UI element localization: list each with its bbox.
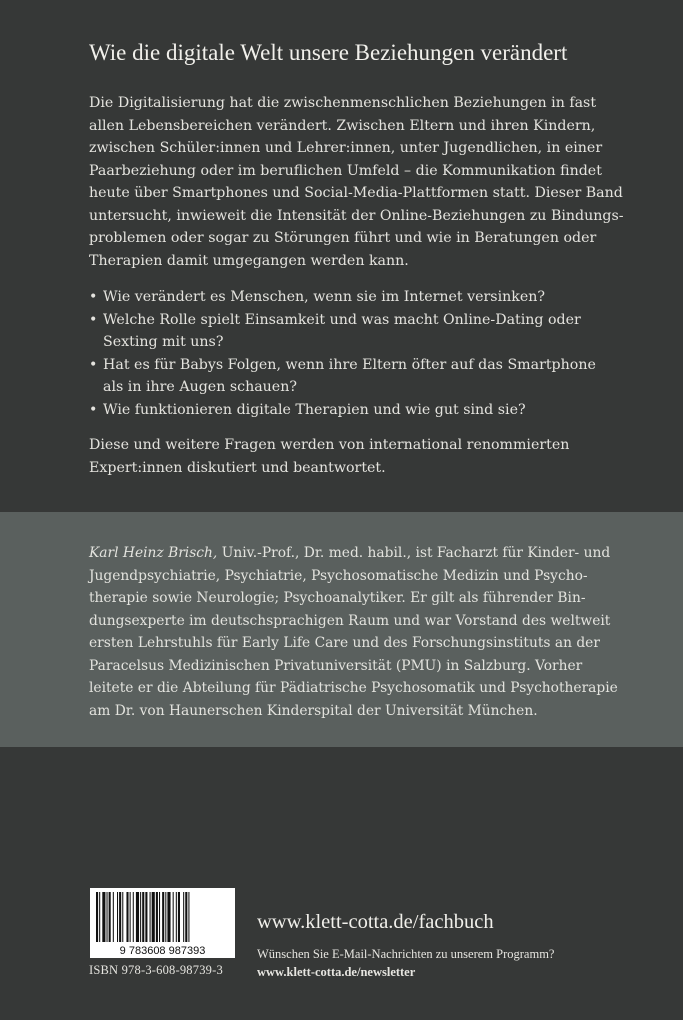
isbn: ISBN 978-3-608-98739-3 bbox=[89, 963, 223, 977]
publisher-url-link[interactable]: www.klett-cotta.de/fachbuch bbox=[257, 911, 494, 933]
barcode-bar bbox=[113, 892, 114, 942]
barcode-bar bbox=[130, 892, 131, 942]
lead-line: Die Digitalisierung hat die zwischenmenschlichen Beziehungen in fast bbox=[89, 95, 597, 111]
lead-line: Therapien damit umgegangen werden kann. bbox=[89, 252, 409, 269]
closing-paragraph bbox=[89, 434, 637, 479]
barcode-digits: 9 783608 987393 bbox=[119, 945, 206, 957]
question-item bbox=[89, 399, 637, 422]
author-bio-line: am Dr. von Haunerschen Kinderspital der Universität München. bbox=[89, 702, 538, 719]
barcode-bar bbox=[178, 892, 180, 942]
author-bio-line: Paracelsus Medizinischen Privatuniversität (PMU) in Salzburg. Vorher bbox=[89, 657, 583, 674]
barcode-bar bbox=[96, 892, 98, 942]
author-bio-line bbox=[89, 542, 649, 565]
barcode-bar bbox=[159, 892, 160, 942]
barcode-bar bbox=[150, 892, 151, 942]
barcode-bar bbox=[117, 892, 118, 942]
question-line: • Hat es für Babys Folgen, wenn ihre Eltern öfter auf das Smartphone bbox=[103, 356, 596, 373]
barcode-bar bbox=[133, 892, 134, 942]
lead-line: heute über Smartphones und Social-Media-Plattformen statt. Dieser Band bbox=[89, 185, 623, 201]
headline: Wie die digitale Welt unsere Beziehungen verändert bbox=[89, 40, 568, 65]
barcode-graphic bbox=[90, 888, 235, 958]
question-item bbox=[89, 309, 637, 354]
author-bio-section bbox=[0, 512, 683, 747]
barcode-bar bbox=[99, 892, 100, 942]
barcode-bar bbox=[145, 892, 147, 942]
barcode-bar bbox=[102, 892, 105, 942]
barcode-bar bbox=[126, 892, 128, 942]
question-item bbox=[89, 354, 637, 399]
author-bio-first-line: Univ.-Prof., Dr. med. habil., ist Facharzt für Kinder- und bbox=[217, 545, 611, 561]
author-bio-line: dungsexperte im deutschsprachigen Raum und war Vorstand des weltweit bbox=[89, 612, 611, 629]
lead-line: Paarbeziehung oder im beruflichen Umfeld – die Kommunikation findet bbox=[89, 162, 602, 179]
barcode-bar bbox=[188, 892, 189, 942]
barcode-bar bbox=[176, 892, 177, 942]
question-line: als in ihre Augen schauen? bbox=[103, 379, 297, 395]
barcode-bar bbox=[167, 892, 170, 942]
barcode-bar bbox=[183, 892, 184, 942]
barcode-bar bbox=[119, 892, 121, 942]
barcode-bar bbox=[142, 892, 144, 942]
author-bio-line: Jugendpsychiatrie, Psychiatrie, Psychosomatische Medizin und Psycho- bbox=[89, 567, 588, 584]
barcode bbox=[90, 888, 235, 958]
barcode-bar bbox=[122, 892, 123, 942]
barcode-bar bbox=[162, 892, 164, 942]
barcode-bar bbox=[173, 892, 174, 942]
question-line: • Welche Rolle spielt Einsamkeit und was macht Online-Dating oder bbox=[103, 311, 581, 328]
publisher-section bbox=[0, 747, 683, 1020]
author-bio-line: leitete er die Abteilung für Pädiatrische Psychosomatik und Psychotherapie bbox=[89, 680, 618, 696]
barcode-bar bbox=[140, 892, 141, 942]
author-bio-line: therapie sowie Neurologie; Psychoanalytiker. Er gilt als führender Bin- bbox=[89, 590, 586, 606]
question-line: • Wie verändert es Menschen, wenn sie im Internet versinken? bbox=[103, 289, 546, 305]
author-name: Karl Heinz Brisch, bbox=[89, 545, 218, 561]
lead-paragraph bbox=[89, 92, 637, 272]
barcode-bar bbox=[185, 892, 187, 942]
newsletter-prompt: Wünschen Sie E-Mail-Nachrichten zu unserem Programm? bbox=[257, 947, 555, 961]
question-list bbox=[89, 286, 637, 421]
lead-line: untersucht, inwieweit die Intensität der Online-Beziehungen zu Bindungs- bbox=[89, 207, 624, 224]
closing-line: Diese und weitere Fragen werden von international renommierten bbox=[89, 437, 570, 453]
barcode-bar bbox=[136, 892, 139, 942]
lead-line: zwischen Schüler:innen und Lehrer:innen, unter Jugendlichen, in einer bbox=[89, 140, 603, 156]
author-bio bbox=[89, 542, 649, 722]
barcode-bar bbox=[152, 892, 155, 942]
question-line: Sexting mit uns? bbox=[103, 334, 224, 350]
author-bio-line: ersten Lehrstuhls für Early Life Care und des Forschungsinstituts an der bbox=[89, 635, 600, 651]
question-item bbox=[89, 286, 637, 309]
barcode-bar bbox=[156, 892, 158, 942]
barcode-bar bbox=[109, 892, 111, 942]
lead-line: problemen oder sogar zu Störungen führt und wie in Beratungen oder bbox=[89, 230, 597, 246]
barcode-bar bbox=[165, 892, 166, 942]
closing-line: Expert:innen diskutiert und beantwortet. bbox=[89, 459, 386, 476]
question-line: • Wie funktionieren digitale Therapien und wie gut sind sie? bbox=[103, 401, 526, 418]
newsletter-url-link[interactable]: www.klett-cotta.de/newsletter bbox=[257, 965, 416, 979]
lead-line: allen Lebensbereichen verändert. Zwischen Eltern und ihren Kindern, bbox=[89, 117, 596, 134]
barcode-bar bbox=[107, 892, 108, 942]
